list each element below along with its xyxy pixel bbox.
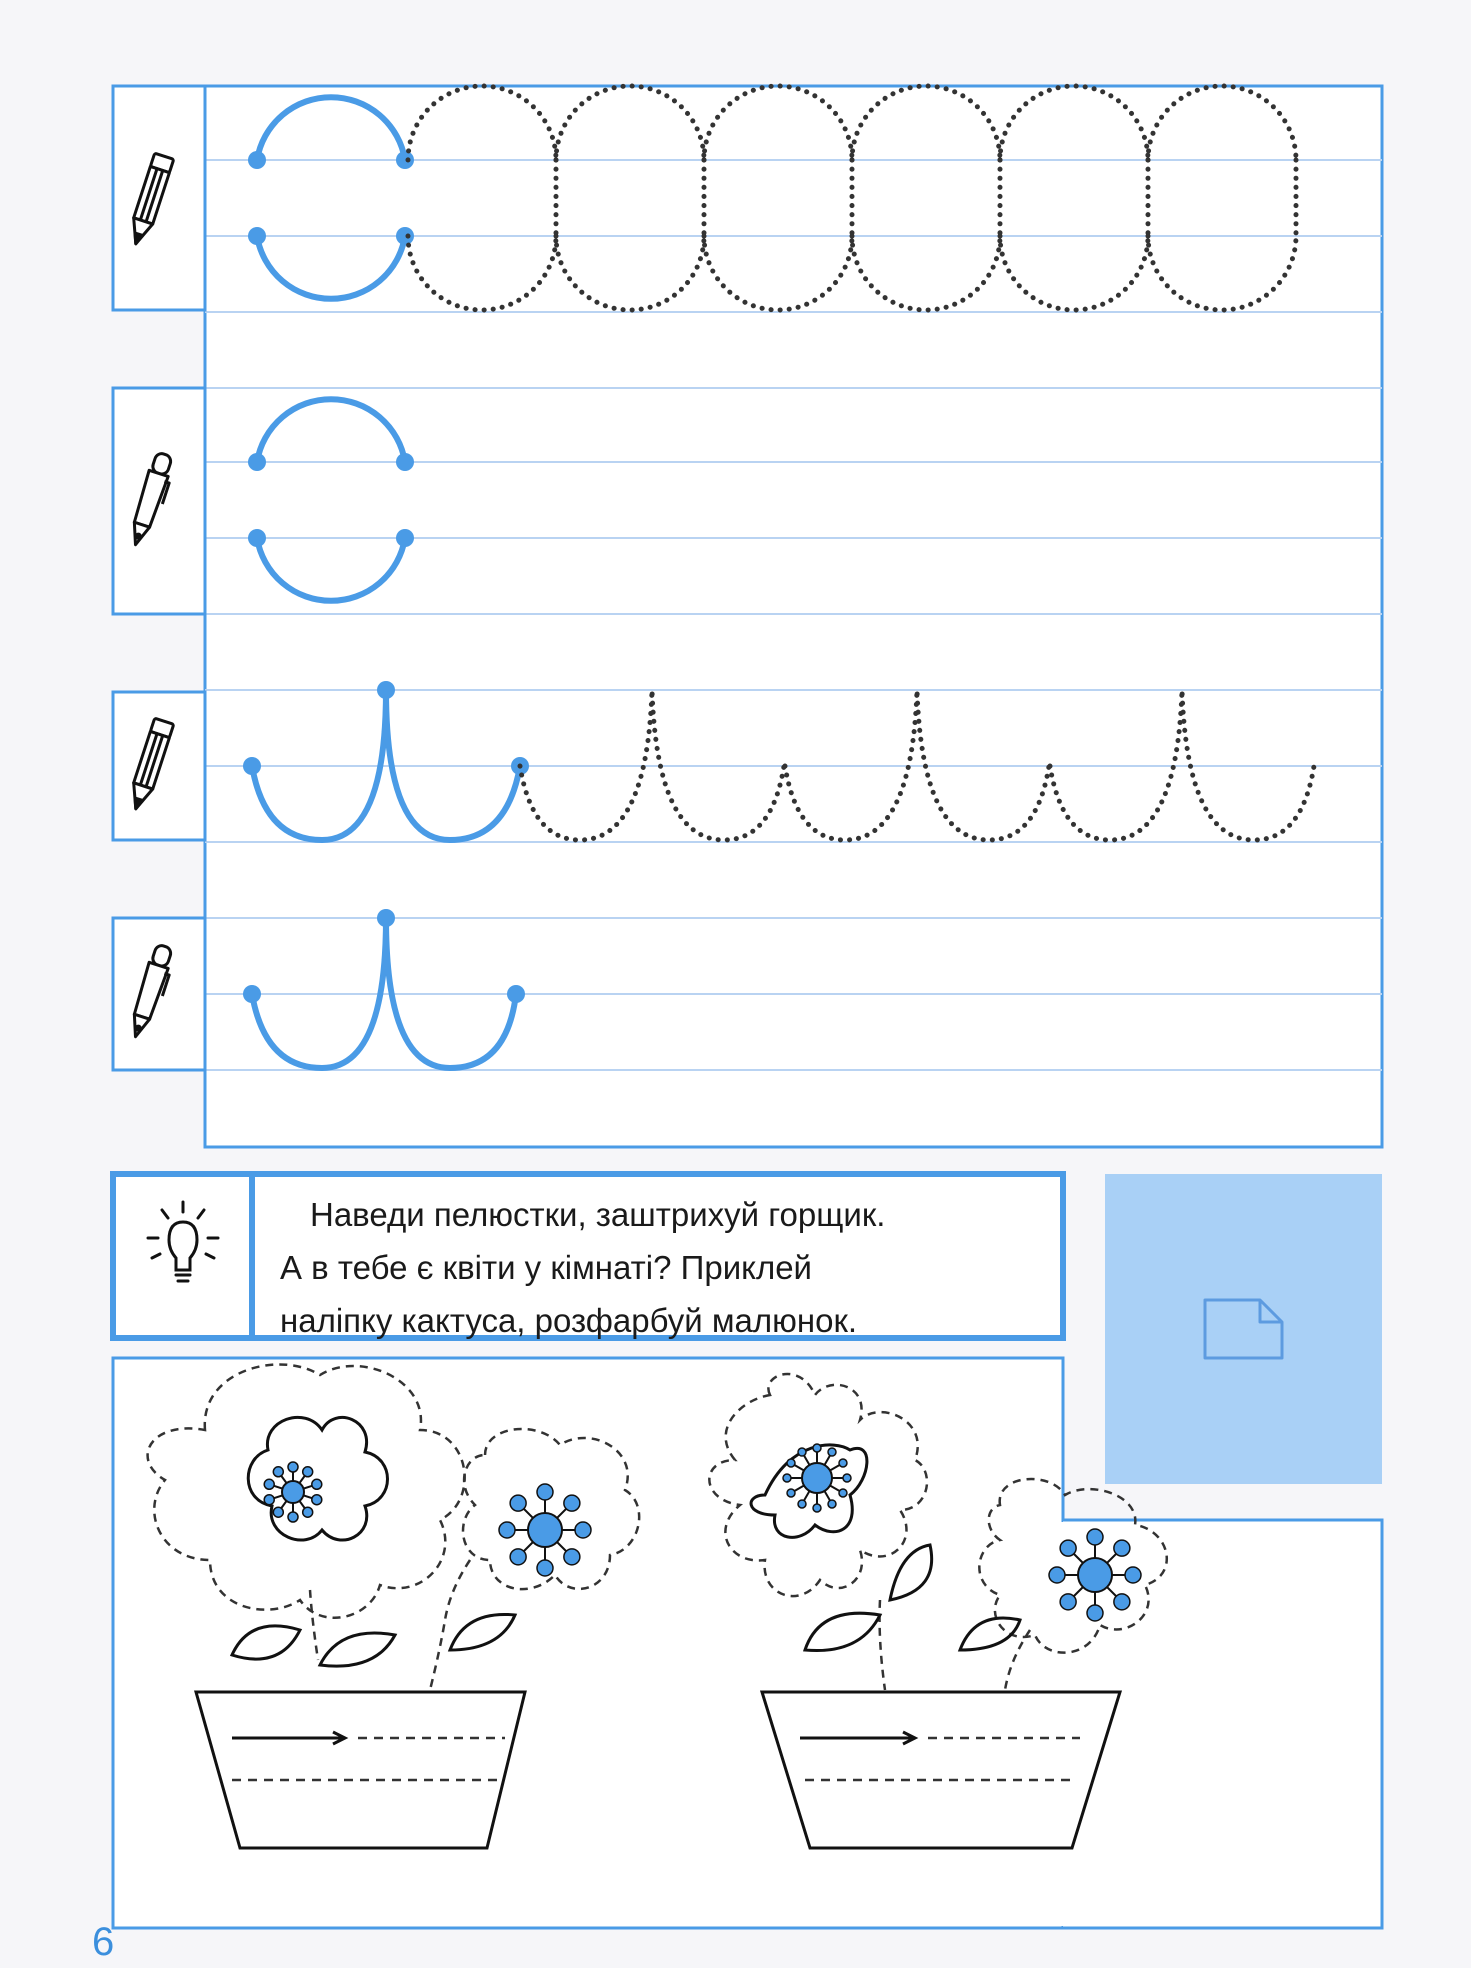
flower-center (499, 1484, 591, 1576)
row4-tab (113, 918, 205, 1070)
instruction-line-3: наліпку кактуса, розфарбуй малюнок. (280, 1302, 858, 1339)
row2-tab (113, 388, 205, 614)
writing-practice-area (113, 86, 1382, 1147)
instruction-line-2: А в тебе є квіти у кімнаті? Приклей (280, 1249, 812, 1286)
instruction-line-1: Наведи пелюстки, заштрихуй горщик. (310, 1196, 886, 1233)
sticker-placeholder[interactable] (1105, 1174, 1382, 1484)
page-number: 6 (92, 1920, 115, 1964)
instruction-text (280, 1188, 1060, 1347)
row1-tab (113, 86, 205, 310)
row3-tab (113, 692, 205, 840)
flower-center (1049, 1529, 1141, 1621)
